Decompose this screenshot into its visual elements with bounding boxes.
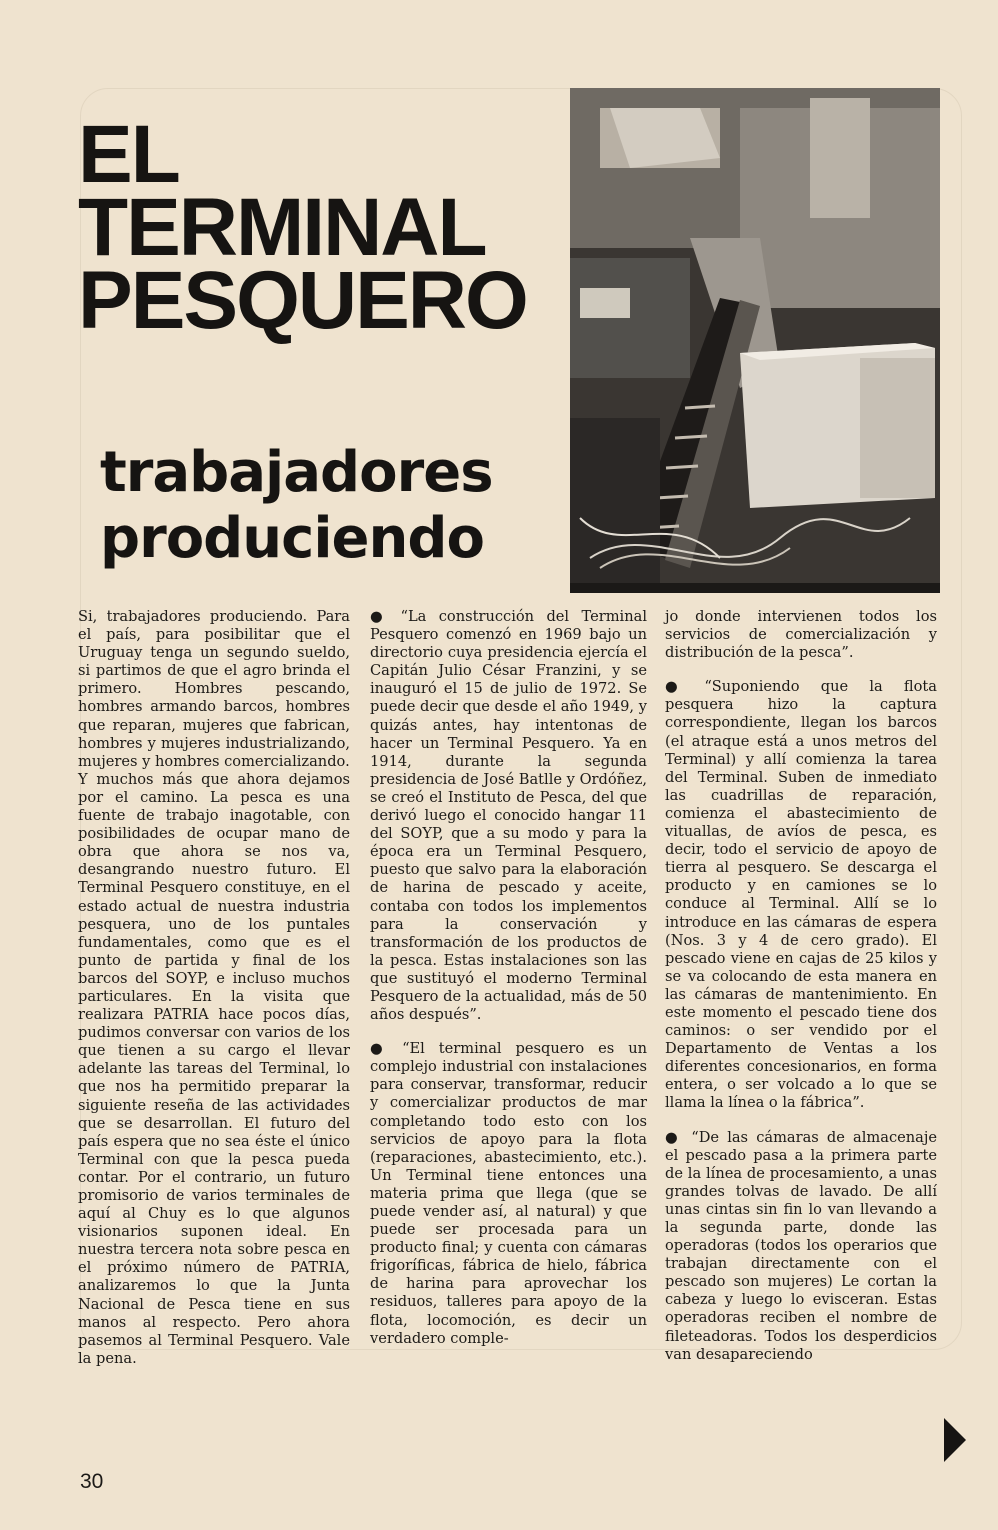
industrial-conveyor-photo	[570, 88, 940, 593]
bullet-icon: ●	[665, 1128, 682, 1146]
headline-line-1: EL	[78, 109, 179, 200]
column-2-paragraph	[370, 608, 647, 1024]
subheadline-line-1: trabajadores	[100, 440, 493, 505]
bullet-icon: ●	[665, 678, 695, 696]
column-3-paragraph	[665, 1129, 937, 1364]
column-3-paragraph-text: “De las cámaras de almacenaje el pescado pasa a la primera parte de la línea de procesamiento, a unas grandes tolvas de lavado. De allí unas cintas sin fin lo van llevando a la segunda parte, donde las operadoras (todos los operarios que trabajan directamente con el pescado son mujeres) Le cortan la cabeza y luego lo evisceran. Estas operadoras reciben el nombre de fileteadoras. Todos los desperdicios van desapareciendo	[665, 1128, 938, 1363]
headline-line-3: PESQUERO	[78, 255, 527, 346]
subheadline	[100, 440, 570, 572]
subheadline-line-2: produciendo	[100, 506, 484, 571]
column-3-paragraph	[665, 678, 937, 1112]
column-1-paragraph: Y muchos más que ahora dejamos por el camino. La pesca es una fuente de trabajo inagotable, con posibilidades de ocupar mano de obra que ahora se nos va, desangrando nuestro futuro. El Terminal Pesquero constituye, en el estado actual de nuestra industria pesquera, uno de los puntales fundamentales, como que es el punto de partida y final de los barcos del SOYP, e incluso muchos particulares. En la visita que realizara PATRIA hace pocos días, pudimos conversar con varios de los que tienen a su cargo el llevar adelante las tareas del Terminal, lo que nos ha permitido preparar la siguiente reseña de las actividades que se desarrollan. El futuro del país espera que no sea éste el único Terminal con que la pesca pueda contar. Por el contrario, un futuro promisorio de varios terminales de aquí al Chuy es lo que algunos visionarios suponen ideal. En nuestra tercera nota sobre pesca en el próximo número de PATRIA, analizaremos lo que la Junta Nacional de Pesca tiene en sus manos al respecto. Pero ahora pasemos al Terminal Pesquero. Vale la pena.	[78, 770, 350, 1367]
column-3-paragraph-text: “Suponiendo que la flota pesquera hizo la captura correspondiente, llegan los barcos (el atraque está a unos metros del Terminal) y allí comienza la tarea del Terminal. Suben de inmediato las cuadrillas de reparación, comienza el abastecimiento de vituallas, de avíos de pesca, es decir, todo el servicio de apoyo de tierra al pesquero. Se descarga el producto y en camiones se lo conduce al Terminal. Allí se lo introduce en las cámaras de espera (Nos. 3 y 4 de cero grado). El pescado viene en cajas de 25 kilos y se va colocando de esta manera en las cámaras de mantenimiento. En este momento el pescado tiene dos caminos: o ser vendido por el Departamento de Ventas a los diferentes concesionarios, en forma entera, o ser volcado a lo que se llama la línea o la fábrica”.	[665, 678, 937, 1112]
headline	[78, 109, 578, 346]
column-1-paragraph: Si, trabajadores produciendo. Para el país, para posibilitar que el Uruguay tenga un segundo sueldo, si partimos de que el agro brinda el primero. Hombres pescando, hombres armando barcos, hombres que reparan, mujeres que fabrican, hombres y mujeres industrializando, mujeres y hombres comercializando.	[78, 608, 350, 770]
article-column-1	[78, 608, 350, 1368]
column-2-paragraph	[370, 1040, 647, 1348]
page-number: 30	[80, 1470, 104, 1493]
column-2-paragraph-text: “El terminal pesquero es un complejo industrial con instalaciones para conservar, transformar, reducir y comercializar productos de mar completando todo esto con los servicios de apoyo para la flota (reparaciones, abastecimiento, etc.). Un Terminal tiene entonces una materia prima que llega (que se puede vender así, al natural) y que puede ser procesada para un producto final; y cuenta con cámaras frigoríficas, fábrica de hielo, fábrica de harina para aprovechar los residuos, talleres para apoyo de la flota, locomoción, es decir un verdadero comple-	[370, 1040, 647, 1347]
bullet-icon: ●	[370, 1040, 393, 1058]
column-3-paragraph: jo donde intervienen todos los servicios de comercialización y distribución de la pesca”.	[665, 608, 937, 662]
continue-arrow-icon	[944, 1418, 966, 1462]
column-2-paragraph-text: “La construcción del Terminal Pesquero comenzó en 1969 bajo un directorio cuya presidencia ejercía el Capitán Julio César Franzini, y se inauguró el 15 de julio de 1972. Se puede decir que desde el año 1949, y quizás antes, hay intentonas de hacer un Terminal Pesquero. Ya en 1914, durante la segunda presidencia de José Batlle y Ordóñez, se creó el Instituto de Pesca, del que derivó luego el conocido hangar 11 del SOYP, que a su modo y para la época era un Terminal Pesquero, puesto que salvo para la elaboración de harina de pescado y aceite, contaba con todos los implementos para la conservación y transformación de los productos de la pesca. Estas instalaciones son las que sustituyó el moderno Terminal Pesquero de la actualidad, más de 50 años después”.	[370, 608, 647, 1024]
article-column-3	[665, 608, 937, 1364]
bullet-icon: ●	[370, 608, 391, 625]
headline-line-2: TERMINAL	[78, 182, 486, 273]
article-column-2	[370, 608, 647, 1348]
